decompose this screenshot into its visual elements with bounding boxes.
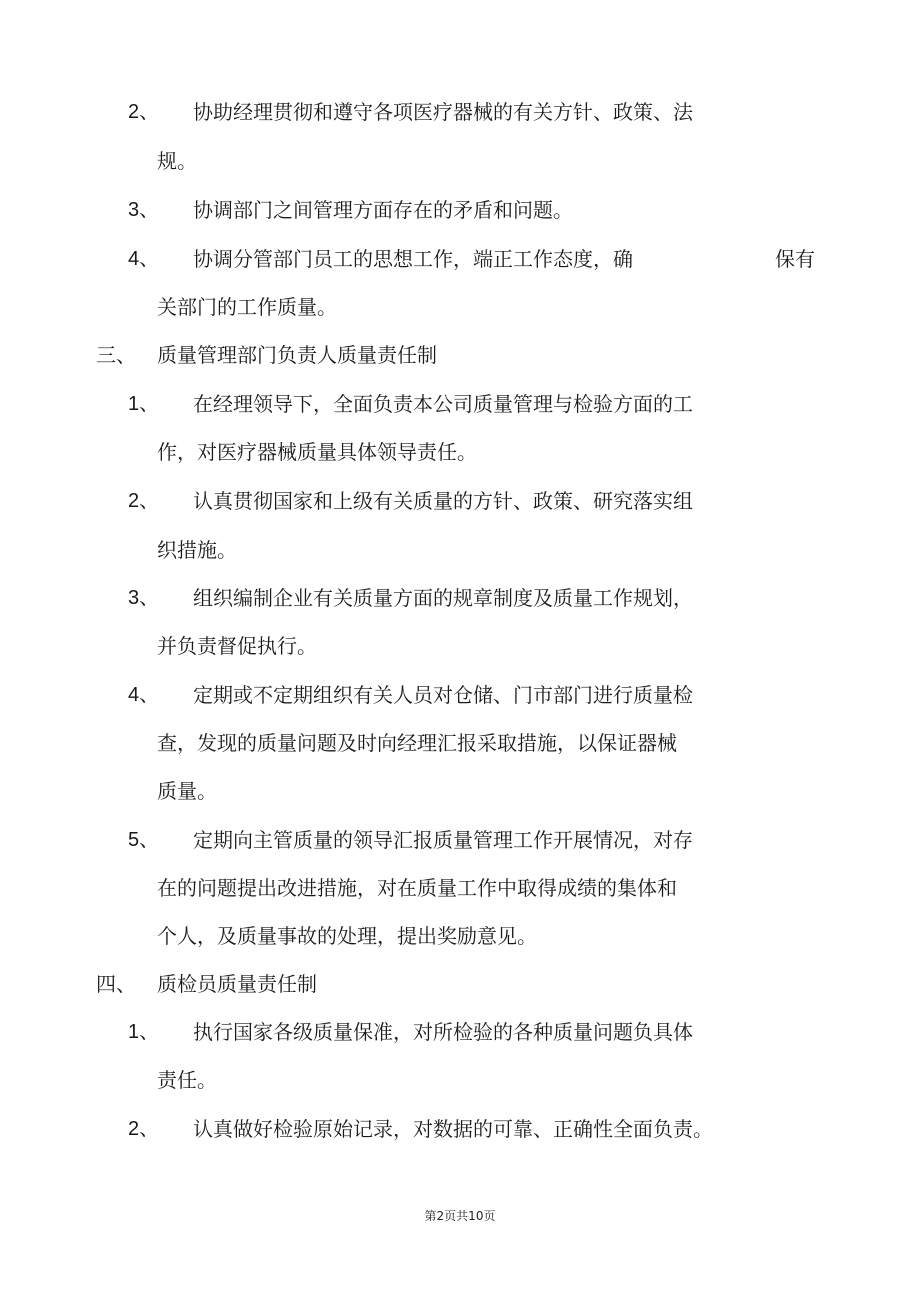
item-text: 关部门的工作质量。	[157, 295, 337, 319]
item-text: 在经理领导下，全面负责本公司质量管理与检验方面的工	[193, 392, 693, 416]
item-number: 1、	[128, 393, 160, 415]
item-text: 作，对医疗器械质量具体领导责任。	[157, 440, 477, 464]
item-text: 责任。	[157, 1068, 217, 1092]
item-text: 个人，及质量事故的处理，提出奖励意见。	[157, 924, 537, 948]
item-text: 认真做好检验原始记录，对数据的可靠、正确性全面负责。	[193, 1117, 713, 1141]
item-number: 1、	[128, 1021, 160, 1043]
section-number: 三、	[96, 343, 136, 367]
item-text: 定期向主管质量的领导汇报质量管理工作开展情况，对存	[193, 828, 693, 852]
item-text: 在的问题提出改进措施，对在质量工作中取得成绩的集体和	[157, 876, 677, 900]
item-number: 2、	[128, 490, 160, 512]
item-text: 协调部门之间管理方面存在的矛盾和问题。	[193, 198, 573, 222]
item-text: 认真贯彻国家和上级有关质量的方针、政策、研究落实组	[193, 489, 693, 513]
item-text: 定期或不定期组织有关人员对仓储、门市部门进行质量检	[193, 683, 693, 707]
section-title: 质检员质量责任制	[157, 972, 317, 996]
item-text: 并负责督促执行。	[157, 634, 317, 658]
item-text: 协调分管部门员工的思想工作，端正工作态度，确	[193, 247, 633, 271]
item-number: 2、	[128, 1118, 160, 1140]
item-text: 规。	[157, 149, 197, 173]
item-text: 织措施。	[157, 538, 237, 562]
section-title: 质量管理部门负责人质量责任制	[157, 343, 437, 367]
item-number: 4、	[128, 248, 160, 270]
item-text-tail: 保有	[775, 247, 815, 271]
item-number: 4、	[128, 684, 160, 706]
item-text: 查，发现的质量问题及时向经理汇报采取措施，以保证器械	[157, 731, 677, 755]
item-text: 协助经理贯彻和遵守各项医疗器械的有关方针、政策、法	[193, 100, 693, 124]
section-number: 四、	[96, 972, 136, 996]
item-text: 组织编制企业有关质量方面的规章制度及质量工作规划，	[193, 586, 693, 610]
item-number: 5、	[128, 829, 160, 851]
page-footer: 第2页共10页	[424, 1209, 496, 1223]
item-number: 3、	[128, 199, 160, 221]
item-number: 3、	[128, 587, 160, 609]
item-text: 执行国家各级质量保准，对所检验的各种质量问题负具体	[193, 1020, 693, 1044]
item-number: 2、	[128, 101, 160, 123]
item-text: 质量。	[157, 779, 217, 803]
